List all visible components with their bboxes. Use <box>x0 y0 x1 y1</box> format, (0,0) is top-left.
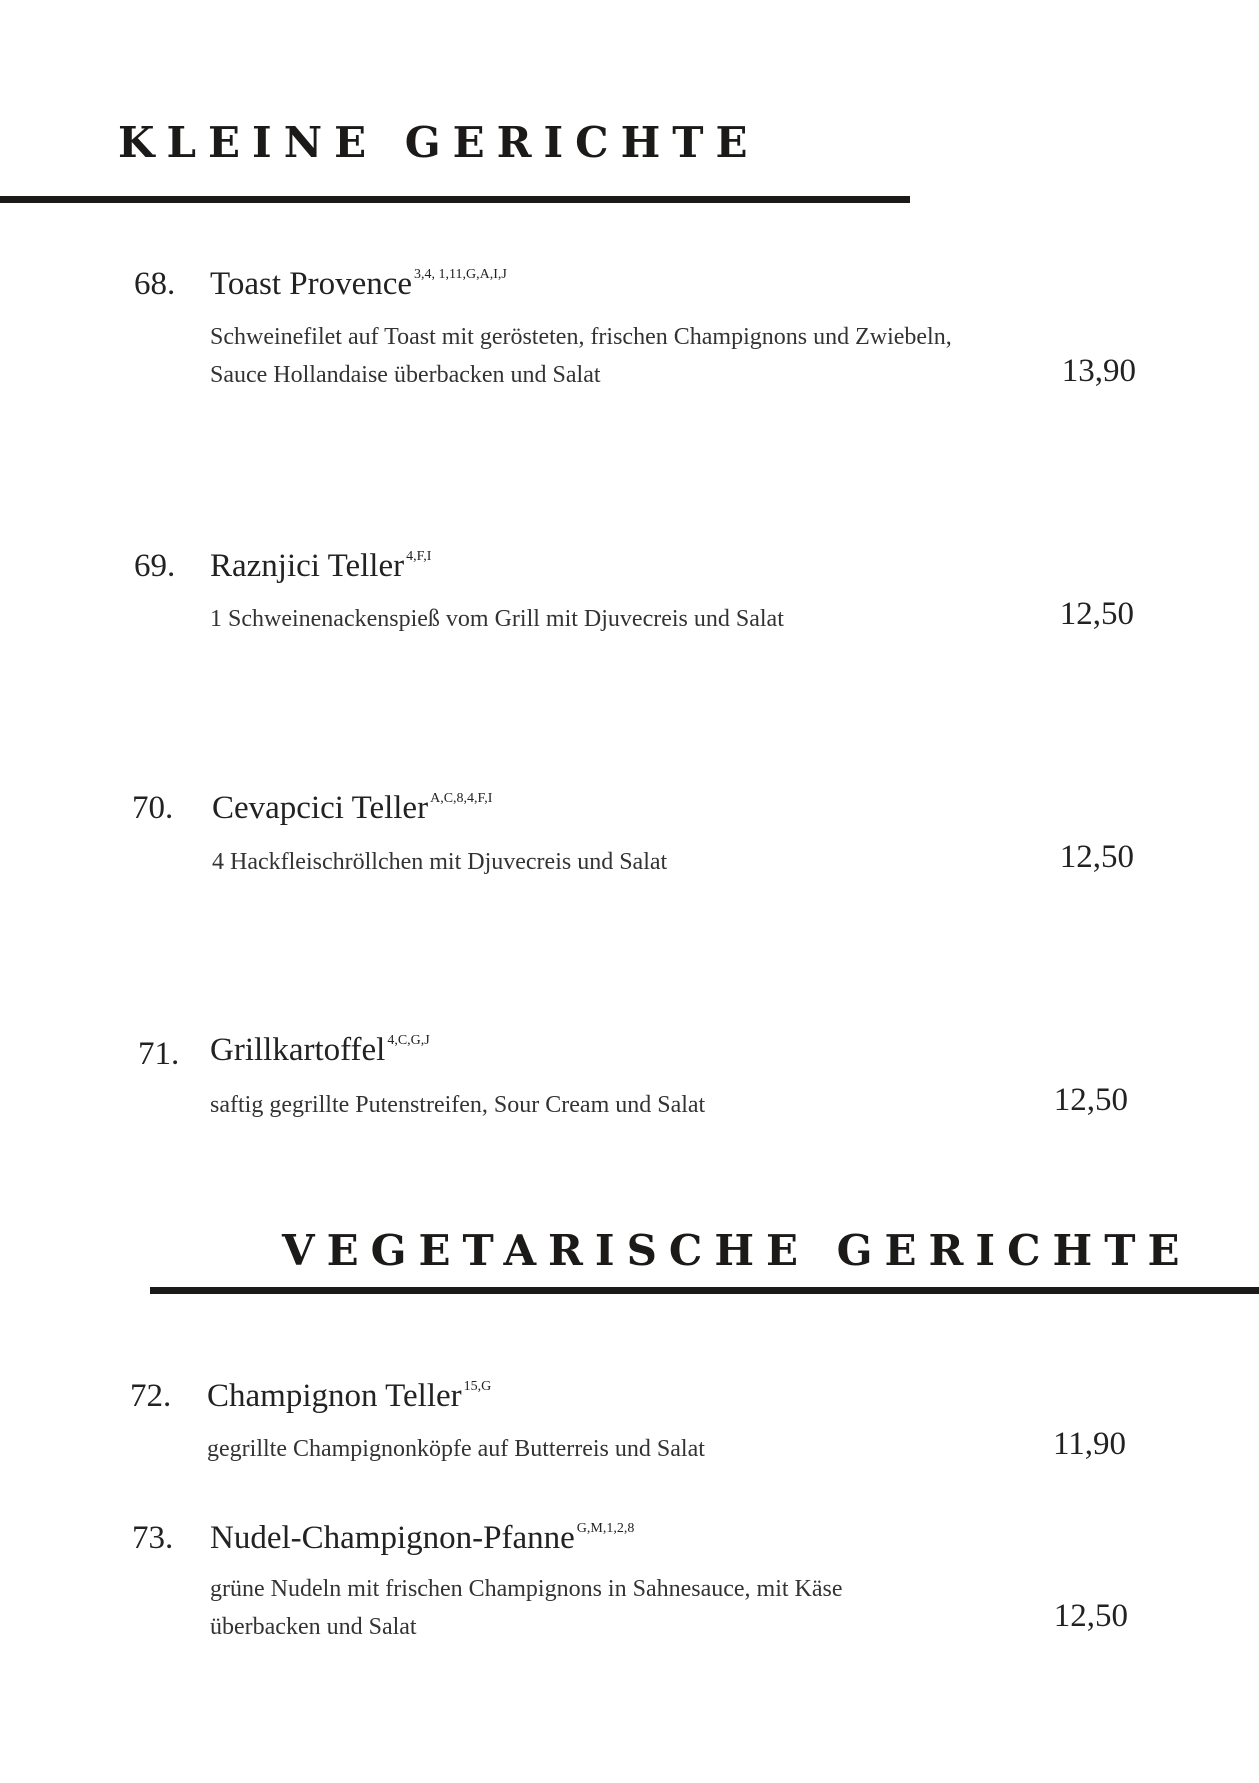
item-description: grüne Nudeln mit frischen Champignons in Sahnesauce, mit Käse überbacken und Salat <box>210 1576 843 1640</box>
item-description: 4 Hackfleischröllchen mit Djuvecreis und Salat <box>212 849 668 875</box>
section-title-vegetarische-gerichte: VEGETARISCHE GERICHTE <box>282 1226 1192 1275</box>
section-title-kleine-gerichte: KLEINE GERICHTE <box>118 118 760 167</box>
item-number: 68. <box>134 266 176 302</box>
item-name: Raznjici Teller $^{4,F,I}$ <box>210 548 432 584</box>
item-number: 70. <box>132 790 174 826</box>
section-divider <box>0 196 910 203</box>
item-allergens: 3,4, 1,11,G,A,I,J <box>414 267 507 282</box>
item-name: Champignon Teller $^{15,G}$ <box>207 1378 492 1414</box>
item-allergens: 4,C,G,J <box>387 1033 430 1048</box>
item-allergens: 15,G <box>463 1379 492 1394</box>
item-price: 12,50 <box>1053 1598 1128 1634</box>
item-name: Cevapcici Teller $^{A,C,8,4,F,I}$ <box>212 790 493 826</box>
item-description: saftig gegrillte Putenstreifen, Sour Cream und Salat <box>210 1092 706 1118</box>
item-price: 11,90 <box>1052 1426 1126 1462</box>
item-description: Schweinefilet auf Toast mit gerösteten, frischen Champignons und Zwiebeln, Sauce Hollandaise überbacken und Salat <box>210 324 952 388</box>
item-allergens: G,M,1,2,8 <box>576 1521 635 1536</box>
item-name: Nudel-Champignon-Pfanne $^{G,M,1,2,8}$ <box>210 1520 635 1556</box>
item-price: 13,90 <box>1061 353 1136 389</box>
item-description: 1 Schweinenackenspieß vom Grill mit Djuvecreis und Salat <box>210 606 784 632</box>
item-number: 73. <box>132 1520 174 1556</box>
item-number: 69. <box>134 548 176 584</box>
item-allergens: A,C,8,4,F,I <box>430 791 493 806</box>
item-allergens: 4,F,I <box>406 549 432 564</box>
item-number: 72. <box>130 1378 172 1414</box>
item-name: Toast Provence $^{3,4, 1,11,G,A,I,J}$ <box>210 266 507 302</box>
item-price: 12,50 <box>1053 1082 1128 1118</box>
item-price: 12,50 <box>1059 839 1134 875</box>
item-price: 12,50 <box>1059 596 1134 632</box>
item-description: gegrillte Champignonköpfe auf Butterreis und Salat <box>207 1436 705 1462</box>
section-divider <box>150 1287 1259 1294</box>
item-name: Grillkartoffel $^{4,C,G,J}$ <box>210 1032 430 1068</box>
item-number: 71. <box>138 1036 180 1072</box>
